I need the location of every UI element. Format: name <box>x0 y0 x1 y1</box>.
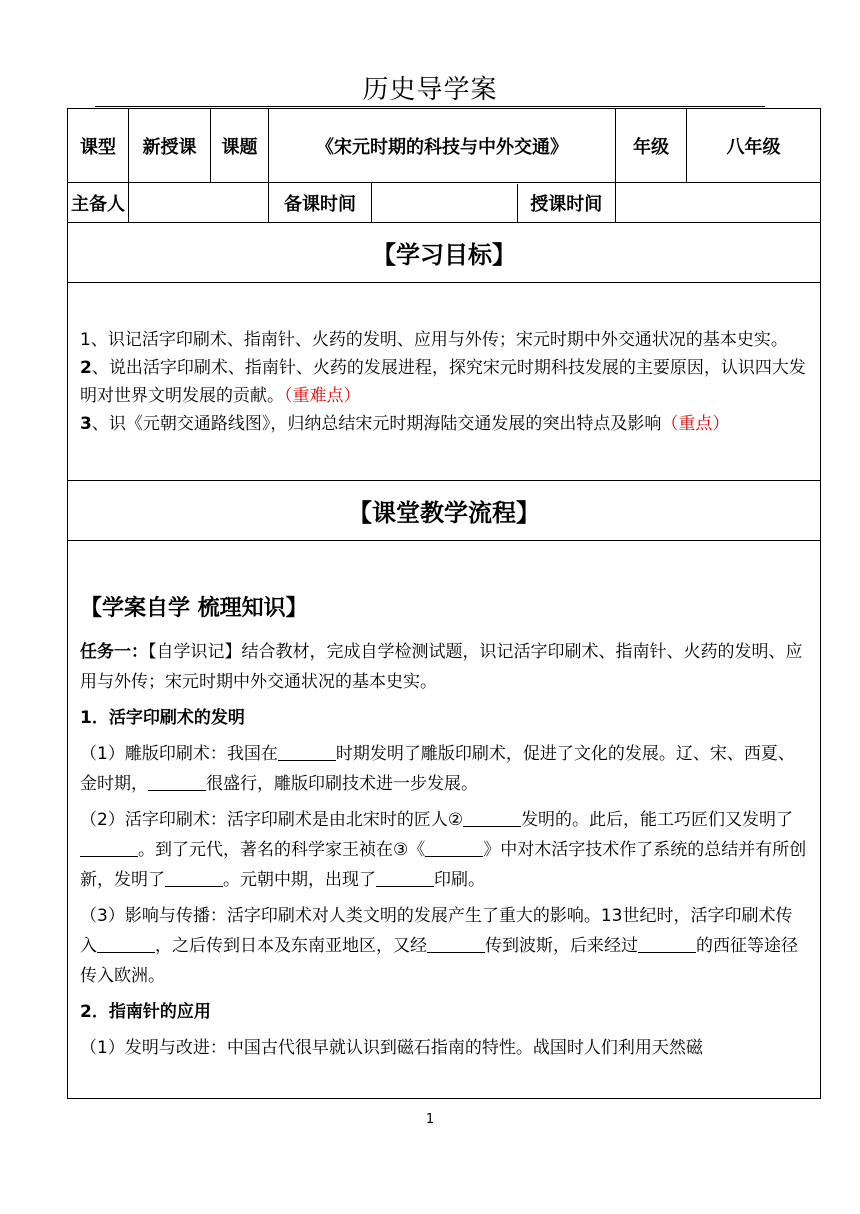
grade-value: 八年级 <box>726 136 781 158</box>
s1p2-c: 。到了元代，著名的科学家王祯在③《 <box>138 839 426 860</box>
prep-time-label-cell: 备课时间 <box>269 183 372 223</box>
preparer-label-cell <box>68 183 129 223</box>
teaching-flow-heading: 【课堂教学流程】 <box>68 481 821 541</box>
type-value-cell: 新授课 <box>129 109 211 183</box>
teach-time-label: 授课时间 <box>530 193 603 215</box>
s1p3-c: 传到波斯，后来经过 <box>485 935 638 956</box>
grade-value-cell <box>687 109 821 183</box>
goal-3-number: 3 <box>80 413 92 434</box>
s1p2-d: 》中对木活字技术作了系统的总结并有所创新，发明了 <box>80 839 807 890</box>
section-1-para-2 <box>80 805 808 895</box>
fill-blank[interactable] <box>427 935 485 953</box>
fill-blank[interactable] <box>148 773 206 791</box>
lesson-plan-table <box>67 108 821 1099</box>
s1p1-c: 很盛行，雕版印刷技术进一步发展。 <box>206 773 478 794</box>
s1p2-f: 印刷。 <box>434 869 485 890</box>
fill-blank[interactable] <box>376 869 434 887</box>
s1p1-a: （1）雕版印刷术：我国在 <box>80 743 278 764</box>
goal-item-2 <box>80 354 808 410</box>
fill-blank[interactable] <box>80 839 138 857</box>
fill-blank[interactable] <box>278 743 336 761</box>
fill-blank[interactable] <box>463 809 521 827</box>
goal-2-number: 2 <box>80 357 92 378</box>
prep-time-value-cell[interactable] <box>372 183 616 223</box>
goal-2-tag: （重难点） <box>284 385 361 406</box>
learning-goals-heading: 【学习目标】 <box>68 223 821 283</box>
s1p2-a: （2）活字印刷术：活字印刷术是由北宋时的匠人② <box>80 809 464 830</box>
teaching-flow-content <box>68 541 821 1099</box>
document-title: 历史导学案 <box>362 75 498 105</box>
preparer-label: 主备人 <box>71 193 125 215</box>
section-1-title: 1．活字印刷术的发明 <box>80 707 245 728</box>
prep-time-value[interactable] <box>372 184 517 222</box>
s1p3-d: 的西征等途径传入欧洲。 <box>80 935 798 986</box>
grade-label-cell: 年级 <box>616 109 687 183</box>
fill-blank[interactable] <box>97 935 155 953</box>
preparer-value-cell[interactable] <box>129 183 269 223</box>
s1p3-a: （3）影响与传播：活字印刷术对人类文明的发展产生了重大的影响。13世纪时，活字印刷术传入 <box>80 905 793 956</box>
task-1-label: 任务一： <box>80 641 148 662</box>
s1p2-e: 。元朝中期，出现了 <box>223 869 376 890</box>
type-label-cell: 课型 <box>68 109 129 183</box>
fill-blank[interactable] <box>425 839 483 857</box>
section-1-para-3 <box>80 901 808 991</box>
s1p1-b: 时期发明了雕版印刷术，促进了文化的发展。辽、宋、西夏、金时期， <box>80 743 795 794</box>
s1p3-b: ，之后传到日本及东南亚地区，又经 <box>155 935 427 956</box>
learning-goals-content <box>68 283 821 481</box>
goal-3-tag: （重点） <box>661 413 730 434</box>
task-1-text: 【自学识记】结合教材，完成自学检测试题，识记活字印刷术、指南针、火药的发明、应用与外传；宋元时期中外交通状况的基本史实。 <box>80 641 803 692</box>
section-2-para-1: （1）发明与改进：中国古代很早就认识到磁石指南的特性。战国时人们利用天然磁 <box>80 1037 703 1058</box>
fill-blank[interactable] <box>638 935 696 953</box>
page-number: 1 <box>425 1112 435 1127</box>
fill-blank[interactable] <box>165 869 223 887</box>
section-2-title: 2．指南针的应用 <box>80 1001 211 1022</box>
goal-item-1: 1、识记活字印刷术、指南针、火药的发明、应用与外传；宋元时期中外交通状况的基本史实。 <box>80 329 788 350</box>
goal-item-3 <box>80 410 808 438</box>
goal-2-text: 、说出活字印刷术、指南针、火药的发展进程，探究宋元时期科技发展的主要原因，认识四大发明对世界文明发展的贡献。 <box>80 357 806 406</box>
s1p2-b: 发明的。此后，能工巧匠们又发明了 <box>521 809 794 830</box>
title-underline <box>95 106 765 107</box>
goal-3-text: 、识《元朝交通路线图》，归纳总结宋元时期海陆交通发展的突出特点及影响 <box>91 413 662 434</box>
self-study-heading: 【学案自学 梳理知识】 <box>80 595 308 621</box>
teach-time-value-cell[interactable] <box>616 183 821 223</box>
prep-time-inner <box>372 184 615 222</box>
topic-label-cell: 课题 <box>211 109 269 183</box>
task-1 <box>80 637 808 697</box>
lesson-title-cell: 《宋元时期的科技与中外交通》 <box>269 109 616 183</box>
section-1-para-1 <box>80 739 808 799</box>
